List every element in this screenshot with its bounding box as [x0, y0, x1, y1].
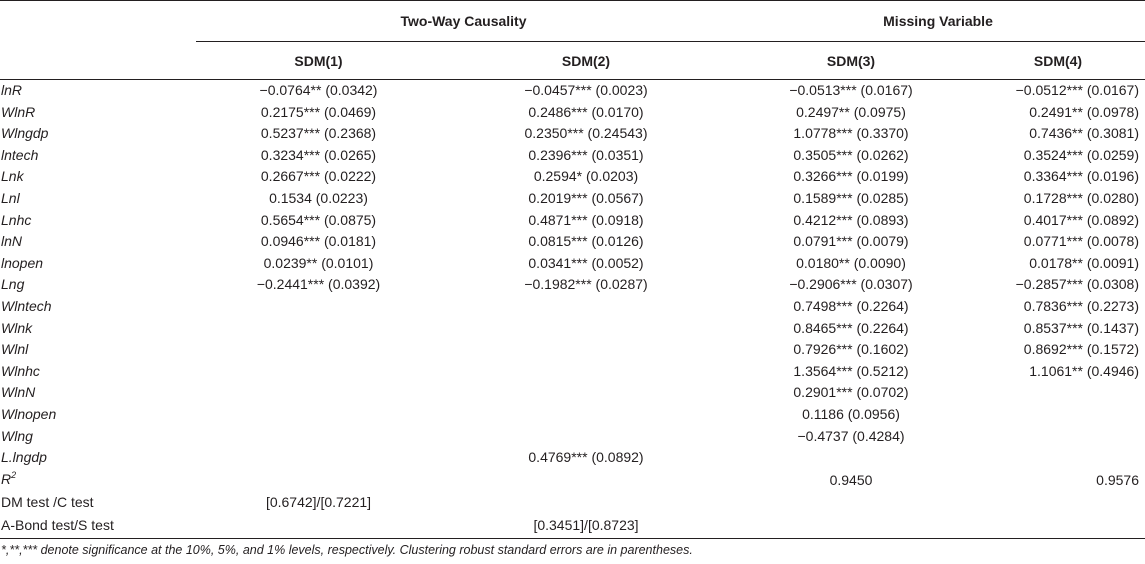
cell	[196, 382, 441, 404]
cell: 0.1728*** (0.0280)	[1023, 189, 1139, 206]
model-header-sdm3: SDM(3)	[731, 42, 971, 80]
table-row	[0, 145, 1145, 167]
cell: 0.9450	[829, 471, 873, 488]
cell: −0.0513*** (0.0167)	[789, 82, 913, 98]
cell: 0.2350*** (0.24543)	[524, 125, 648, 142]
table-row	[0, 447, 1145, 469]
cell: 0.3266*** (0.0199)	[793, 168, 909, 185]
row-label: Lnk	[1, 168, 24, 185]
row-label: lnN	[1, 233, 23, 250]
row-label: lnopen	[1, 254, 44, 271]
cell: 0.2396*** (0.0351)	[528, 146, 644, 163]
row-label: Lnl	[1, 189, 20, 206]
cell	[196, 447, 441, 469]
cell: 0.8465*** (0.2264)	[793, 319, 909, 336]
cell: 0.5654*** (0.0875)	[260, 211, 377, 228]
cell: 0.7436** (0.3081)	[1029, 125, 1139, 142]
r2-superscript: 2	[11, 469, 17, 480]
cell: 0.2175*** (0.0469)	[260, 103, 377, 120]
cell	[196, 339, 441, 361]
cell: 0.0239** (0.0101)	[263, 254, 374, 271]
cell: 0.1186 (0.0956)	[802, 405, 900, 422]
cell	[731, 492, 971, 514]
row-label: Wlntech	[1, 297, 52, 314]
cell: [0.6742]/[0.7221]	[265, 494, 372, 511]
cell: 0.0180** (0.0090)	[796, 254, 906, 271]
cell: −0.2441*** (0.0392)	[256, 276, 381, 293]
r2-letter: R	[1, 470, 12, 487]
cell: 0.1589*** (0.0285)	[793, 189, 909, 206]
cell: 0.8537*** (0.1437)	[1023, 319, 1139, 336]
cell: 0.5237*** (0.2368)	[260, 125, 377, 142]
cell	[971, 492, 1145, 514]
cell: 0.2497** (0.0975)	[796, 103, 906, 120]
table-body	[0, 80, 1145, 539]
table-row	[0, 80, 1145, 102]
cell	[971, 404, 1145, 426]
cell: 0.2667*** (0.0222)	[260, 168, 377, 185]
row-label: WlnR	[1, 103, 36, 120]
cell: 0.2486*** (0.0170)	[528, 103, 644, 120]
table-footnote: *,**,*** denote significance at the 10%, 5%, and 1% levels, respectively. Clustering robust standard errors are in parentheses.	[1, 543, 693, 557]
cell: 0.0815*** (0.0126)	[528, 233, 644, 250]
row-label: Wlng	[1, 427, 33, 444]
row-label: Wlnl	[1, 341, 29, 358]
table-row	[0, 231, 1145, 253]
table-row	[0, 514, 1145, 539]
row-label: DM test /C test	[1, 494, 94, 511]
cell: −0.2857*** (0.0308)	[1015, 276, 1139, 293]
cell: 1.0778*** (0.3370)	[793, 125, 909, 142]
table-row	[0, 296, 1145, 318]
cell	[196, 318, 441, 340]
cell: −0.4737 (0.4284)	[797, 427, 905, 444]
cell	[971, 426, 1145, 448]
cell	[196, 296, 441, 318]
cell: 0.0178** (0.0091)	[1029, 254, 1139, 271]
cell: 0.0771*** (0.0078)	[1023, 233, 1139, 250]
cell	[441, 382, 731, 404]
table-row	[0, 382, 1145, 404]
table-row-r2	[0, 469, 1145, 493]
row-label: A-Bond test/S test	[0, 514, 196, 539]
table-row	[0, 361, 1145, 383]
cell	[971, 382, 1145, 404]
cell: 0.2019*** (0.0567)	[528, 189, 644, 206]
cell: 0.7836*** (0.2273)	[1023, 297, 1139, 314]
row-label: lnR	[1, 82, 23, 98]
cell: 0.2594* (0.0203)	[533, 168, 639, 185]
cell: 0.7498*** (0.2264)	[793, 297, 909, 314]
row-label: L.lngdp	[1, 449, 47, 466]
cell: 0.1534 (0.0223)	[269, 189, 368, 206]
table-row	[0, 253, 1145, 275]
table-row	[0, 318, 1145, 340]
cell	[731, 514, 971, 539]
cell: [0.3451]/[0.8723]	[441, 514, 731, 539]
cell	[441, 469, 731, 493]
row-label: Wlnopen	[1, 405, 57, 422]
cell	[971, 447, 1145, 469]
cell	[441, 492, 731, 514]
cell: 0.3234*** (0.0265)	[260, 146, 377, 163]
row-label: Lng	[1, 276, 25, 293]
row-label: Wlngdp	[1, 125, 49, 142]
cell: 0.3364*** (0.0196)	[1023, 168, 1139, 185]
group-header-row	[0, 1, 1145, 42]
row-label: Wlnk	[1, 319, 33, 336]
model-header-blank	[0, 42, 196, 80]
row-label-r2	[0, 469, 196, 493]
cell: 0.4769*** (0.0892)	[528, 449, 644, 466]
cell	[196, 361, 441, 383]
cell: 0.3505*** (0.0262)	[793, 146, 909, 163]
cell: 0.3524*** (0.0259)	[1023, 146, 1139, 163]
cell: 0.7926*** (0.1602)	[793, 341, 909, 358]
cell	[196, 404, 441, 426]
cell	[441, 361, 731, 383]
cell: 0.0341*** (0.0052)	[528, 254, 644, 271]
row-label: Lnhc	[1, 211, 32, 228]
cell	[441, 296, 731, 318]
cell: 0.0791*** (0.0079)	[793, 233, 909, 250]
table-row	[0, 102, 1145, 124]
table-row	[0, 166, 1145, 188]
cell	[196, 426, 441, 448]
cell: −0.1982*** (0.0287)	[524, 276, 648, 293]
cell	[441, 339, 731, 361]
cell: 0.2901*** (0.0702)	[793, 384, 909, 401]
cell: −0.2906*** (0.0307)	[789, 276, 913, 293]
cell: 0.4212*** (0.0893)	[793, 211, 909, 228]
model-header-sdm2: SDM(2)	[441, 42, 731, 80]
table-row	[0, 123, 1145, 145]
cell	[196, 514, 441, 539]
table-row	[0, 274, 1145, 296]
cell: 0.2491** (0.0978)	[1029, 103, 1139, 120]
corner-cell	[0, 1, 196, 42]
table-row	[0, 188, 1145, 210]
cell: 0.8692*** (0.1572)	[1023, 341, 1139, 358]
table-row	[0, 339, 1145, 361]
cell: 1.1061** (0.4946)	[1029, 362, 1139, 379]
cell: 0.4017*** (0.0892)	[1023, 211, 1139, 228]
cell: 1.3564*** (0.5212)	[793, 362, 909, 379]
model-header-sdm4: SDM(4)	[971, 42, 1145, 80]
group-header-two-way-causality: Two-Way Causality	[196, 1, 731, 42]
table-row	[0, 426, 1145, 448]
cell: 0.4871*** (0.0918)	[528, 211, 644, 228]
table-row	[0, 404, 1145, 426]
cell: −0.0512*** (0.0167)	[1015, 82, 1139, 98]
row-label: lntech	[1, 146, 39, 163]
cell	[441, 426, 731, 448]
cell: −0.0764** (0.0342)	[259, 82, 378, 98]
cell: −0.0457*** (0.0023)	[524, 82, 648, 98]
row-label: WlnN	[1, 384, 36, 401]
cell: 0.9576	[1096, 471, 1139, 488]
group-header-missing-variable: Missing Variable	[731, 1, 1145, 42]
cell: 0.0946*** (0.0181)	[260, 233, 377, 250]
table-row	[0, 210, 1145, 232]
cell	[441, 404, 731, 426]
cell	[196, 469, 441, 493]
row-label: Wlnhc	[1, 362, 40, 379]
cell	[971, 514, 1145, 539]
model-header-row	[0, 42, 1145, 80]
table-row	[0, 492, 1145, 514]
cell	[441, 318, 731, 340]
model-header-sdm1: SDM(1)	[196, 42, 441, 80]
cell	[731, 447, 971, 469]
